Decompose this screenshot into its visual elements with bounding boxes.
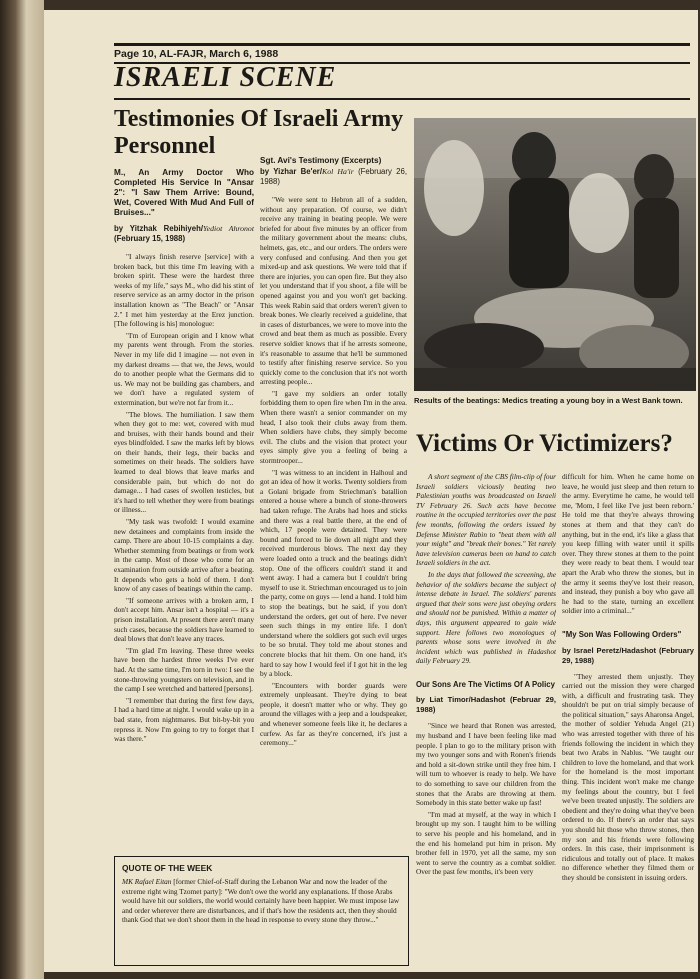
article1-byline: by Yitzhak Rebihiyeh/Yediot Ahronot (February 15, 1988) [114,224,254,243]
article2-paragraph: "I was witness to an incident in Halhoul and got an idea of how it works. Twenty soldiers from a Golani brigade from Striechman's batallion entered a house where a bunch of stone-throwers had taken refuge. The Arabs had hoes and sticks and there was a real battle there, at the end of which, 17 people were detained. They were bound and forced to lie down all night and they received murderous blows. The next day they were loaded onto a truck and the beatings didn't stop. One of the officers couldn't stand it and went away. I had a camera but I couldn't bring myself to use it. Striechman encouraged us to join the party, come on guys — lend a hand. I told him to stop the beatings, but he said, if you don't understand the orders, get out of here. I've never seen such things in my entire life. I don't understand where the soldiers got such evil urges to be so brutal. They told me about stones and concrete blocks that hit them. On one hand, it's hard to say how I would feel if I got hit in the leg by a block. [260,467,407,679]
article2-paragraph: "Encounters with border guards were extremely unpleasant. They're dying to beat people, it doesn't matter who or why. They go around the villages with a jeep and a loudspeaker, and whenever someone feels like it, he declares a curfew. As far as they're concerned, it's just a ceremony..." [260,680,407,748]
article2-headline: Sgt. Avi's Testimony (Excerpts) [260,156,382,165]
article1-paragraph: "I'm glad I'm leaving. These three weeks have been the hardest three weeks I've ever had. At the same time, I'm torn in two: I see the stone-throwing youngsters on television, and in the camp I see wretched and battered [persons]. [114,645,254,694]
article1-headline: Testimonies Of Israeli Army Personnel [114,106,404,159]
article3-continued-paragraph: difficult for him. When he came home on leave, he would just sleep and then return to the army. Everytime he came, he would tell me, 'Mom, I feel like I've just been reborn.' He told me that they're always throwing stones at them and that they can't do anything, but in the end, it's like a glass that you keep filling with water until it spills over. They threw stones at them to the point they were ready to beat them. I would tear apart the Arab who threw the stones, but in the army it seems they've lost their reason, and instead, they punish a boy who gave all he had to the state, turning an excellent soldier into a criminal..." [562,472,694,616]
article1-byline-name: by Yitzhak Rebihiyeh [114,224,201,233]
article3-headline: Victims Or Victimizers? [416,430,673,457]
article3-right-column [562,472,694,968]
article3-intro-paragraph: In the days that followed the screening, the behavior of the soldiers became the subject of intense debate in Israel. The soldiers' parents argued that their sons were just obeying orders and should not be punished. Within a matter of days, this argument appeared to gain wide support. Here follows two monologues of parents whose sons were involved in the incident which was published in Hadashot daily February 29. [416,569,556,666]
quote-box-text [122,877,401,925]
photo-caption: Results of the beatings: Medics treating a young boy in a West Bank town. [414,396,683,405]
article1-paragraph: "The blows. The humiliation. I saw them when they got to me: wet, covered with mud and bruises, with their hands bound and their eyes blindfolded. I saw the marks left by blows on their hands, their legs, their backs and sometimes on their heads. The soldiers have learned to deal blows that leave marks and considerable pain, but which do not do damage... I had cases of swollen testicles, but it's hard to tell whether they were from beatings or illness... [114,409,254,515]
article1-paragraph: "My task was twofold: I would examine new detainees and complaints from inside the camp. There are about 10-15 complaints a day. Whether stemming from beatings or from work in the camp. Most of those who come for an examination from outside arrive after a beating. It depends who gets a hold of them. I don't know of any cases of beatings within the camp. [114,517,254,594]
header-rule-top [114,43,690,46]
article2-byline-name: by Yizhar Be'er [260,167,320,176]
article1-subhead: M., An Army Doctor Who Completed His Service In "Ansar 2": "I Saw Them Arrive: Bound, Wet, Covered With Mud And Full of Bruises..." [114,168,254,217]
article3-sub1-paragraph: "Since we heard that Ronen was arrested, my husband and I have been feeling like mad people. I plan to go to the military prison with my two younger sons and with Ronen's friends and hold a sit-down strike until they free him. I will turn to whoever is ready to help. We have to do something to save our children from the stones that the Arabs are throwing at them. Somebody in this state better wake up fast! [416,721,556,808]
newspaper-page [44,10,698,972]
article2-byline-source: Kol Ha'ir [322,167,354,176]
article1-paragraph: "I always finish reserve [service] with a broken back, but this time I'm leaving with a broken spirit. These were the hardest three weeks of my life," says M., who did his stint of reserve service as an army doctor in the prison installation known as "The Beach" or "Ansar 2." I met him yesterday at the Erez junction. [The following is his] monologue: [114,252,254,329]
article1-byline-source: Yediot Ahronot [203,224,254,233]
article3-sub2-byline: by Israel Peretz/Hadashot (February 29, 1988) [562,645,694,665]
article1-column [114,168,254,848]
article3-intro-paragraph: A short segment of the CBS film-clip of four Israeli soldiers viciously beating two Palestinian youths was broadcasted on Israeli TV February 26. Such acts have become routine in the occupied territories over the past few months, following the orders issued by Defense Minister Rabin to "beat them with all your might" and "break their bones." Yet rarely have television cameras been on hand to catch Israeli soldiers in the act. [416,472,556,568]
news-photo-image [414,118,696,391]
article1-paragraph: "If someone arrives with a broken arm, I don't accept him. Ansar isn't a hospital — it's a prison installation. At present there aren't many such cases, because the soldiers have learned to deal blows that don't leave any traces. [114,595,254,644]
article2-column [260,156,407,848]
news-photo [414,118,696,391]
article1-paragraph: "I'm of European origin and I know what my parents went through. From the stories. Never in my life did I imagine — not even in my darkest dreams — that we, the Jews, would do to another people what the Germans did to us. We may not be building gas chambers, and we don't have a regulated system of extermination, but we're not far from it... [114,330,254,407]
article2-byline: by Yizhar Be'er/Kol Ha'ir (February 26, 1988) [260,167,407,186]
article3-sub1-paragraph: "I'm mad at myself, at the way in which I brought up my son. I taught him to be willing to serve his people and his homeland, and in the end his homeland put him in prison. My brother fell in 1970, yet all the same, my son went to serve the country as a combat soldier. Over the past few months, it's been very [416,809,556,877]
header-rule-bottom [114,98,690,100]
article1-paragraph: "I remember that during the first few days, I had a hard time at night. I would wake up in a bad state, from nightmares. But bit-by-bit you repress it. Now I'm going to try to forget that I was there." [114,695,254,744]
quote-of-the-week-box [114,856,409,966]
quote-box-title: QUOTE OF THE WEEK [122,863,213,873]
quote-body: [former Chief-of-Staff during the Lebanon War and now the leader of the extreme right wing Tzomet party]: "We don't owe the world any explanations. If those Arabs would have hit our soldiers, the world would certainly have been happier. We must impose law and order wherever there are disturbances, and if that's how the residents act, then they should thank God that we don't shoot them in the head in response to every stone they throw..." [122,877,400,925]
article3-sub1-byline: by Liat Timor/Hadashot (Februar 29, 1988) [416,695,556,715]
article2-paragraph: "We were sent to Hebron all of a sudden, without any preparation. Of course, we didn't receive any training in beating people. We were briefed for about five minutes by an officer from the military government about the means: clubs, helmets, gas, etc., and our orders. The orders were very confused and confusing. And then you get mixed-up and ask questions. We were told that if there are injuries, you can open fire. But they also let you understand that if you shoot, a file will be opened against you and you won't get backing. This week Rabin said that orders weren't given to break bones. We clearly received a guideline, that in cases of disturbances, we were to move into the crowd and beat them as much as possible. Every reserve soldier knows that if he arrests someone, it's reasonable to assume that he'll be summoned to testify after finishing reserve service. So you quickly come to the conclusion that it's not worth arresting people... [260,195,407,387]
article3-left-column [416,472,556,968]
article3-sub2-paragraph: "They arrested them unjustly. They carried out the mission they were charged with, a difficult and frustrating task. They shouldn't be put on trial simply because of the political situation," says Aharonsa Angel, the mother of soldier Yehuda Angel (21) who was arrested together with three of his friends following the incident in which they beat two Arabs in Nablus. "We taught our children to love the homeland, and that work for the homeland is the most important thing. This incident won't make me change my feelings about the country, but I feel we've been treated unjustly. The soldiers are obedient and they're doing what they've been ordered to do. If there's an order that says you should hit those who throw stones, then my son and his friends were following orders. In this case, their imprisonment is ridiculous and totally out of place. It makes no difference whether they filmed them or they should be consistent in issuing orders. [562,671,694,882]
page-meta: Page 10, AL-FAJR, March 6, 1988 [114,48,279,60]
article3-sub1-title: Our Sons Are The Victims Of A Policy [416,679,555,689]
quote-speaker: MK Rafael Eitan [122,877,172,886]
article2-byline-date: (February 26, 1988) [260,167,407,186]
section-title: ISRAELI SCENE [114,62,337,93]
book-binding-edge [0,0,44,979]
article3-sub2-title: "My Son Was Following Orders" [562,629,682,639]
article2-paragraph: "I gave my soldiers an order totally forbidding them to open fire when I'm in the area. When there wasn't a senior commander on my head, I also took their clubs away from them. When soldiers have clubs, they simply become evil. The clubs and the vision that protect your eyes simply give you a feeling of being a stormtrooper... [260,388,407,466]
article1-byline-date: (February 15, 1988) [114,234,186,243]
